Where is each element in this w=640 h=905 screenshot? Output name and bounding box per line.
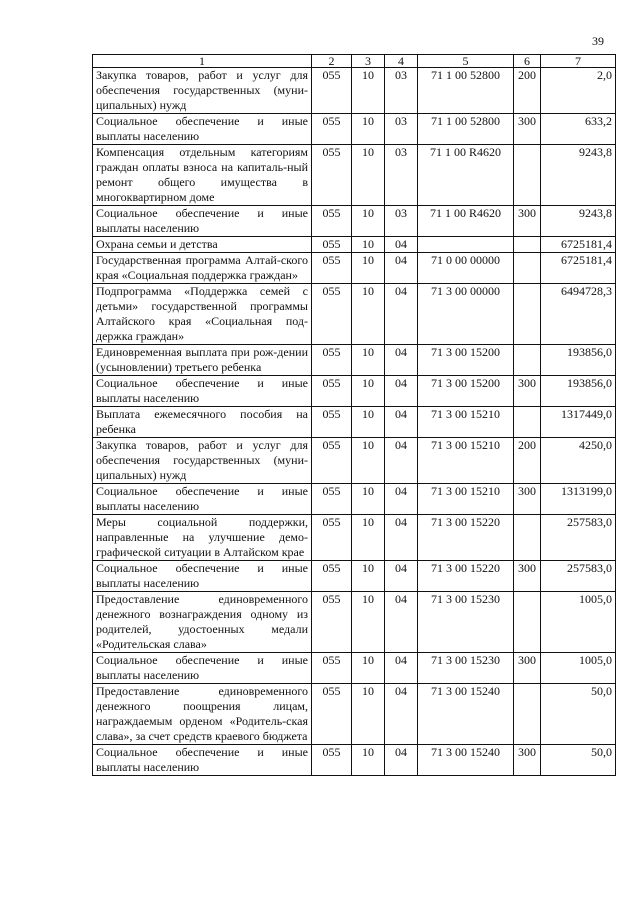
subsection-cell: 04 [385,284,418,345]
subsection-cell: 04 [385,745,418,776]
row-name-cell: Социальное обеспечение и иные выплаты населению [93,114,312,145]
subsection-cell: 04 [385,561,418,592]
row-name-cell: Закупка товаров, работ и услуг для обеспечения государственных (муни-ципальных) нужд [93,438,312,484]
admin-code-cell: 055 [312,653,352,684]
expense-type-cell [514,345,541,376]
section-cell: 10 [352,745,385,776]
expense-type-cell: 300 [514,206,541,237]
target-article-cell: 71 3 00 15220 [418,515,514,561]
subsection-cell: 04 [385,438,418,484]
target-article-cell: 71 0 00 00000 [418,253,514,284]
amount-cell: 1005,0 [541,592,616,653]
target-article-cell [418,237,514,253]
expense-type-cell [514,145,541,206]
section-cell: 10 [352,253,385,284]
admin-code-cell: 055 [312,145,352,206]
expense-type-cell: 300 [514,376,541,407]
target-article-cell: 71 1 00 52800 [418,68,514,114]
table-row [93,438,616,484]
expense-type-cell [514,515,541,561]
expense-type-cell: 300 [514,561,541,592]
subsection-cell: 03 [385,145,418,206]
target-article-cell: 71 1 00 R4620 [418,206,514,237]
section-cell: 10 [352,561,385,592]
table-row [93,284,616,345]
row-name-cell: Социальное обеспечение и иные выплаты населению [93,376,312,407]
admin-code-cell: 055 [312,407,352,438]
subsection-cell: 03 [385,114,418,145]
section-cell: 10 [352,68,385,114]
amount-cell: 50,0 [541,745,616,776]
expense-type-cell [514,592,541,653]
admin-code-cell: 055 [312,592,352,653]
target-article-cell: 71 3 00 15240 [418,684,514,745]
section-cell: 10 [352,592,385,653]
subsection-cell: 04 [385,376,418,407]
subsection-cell: 04 [385,515,418,561]
amount-cell: 257583,0 [541,561,616,592]
table-row [93,592,616,653]
admin-code-cell: 055 [312,376,352,407]
row-name-cell: Подпрограмма «Поддержка семей с детьми» государственной программы Алтайского края «Социальная под-держка граждан» [93,284,312,345]
row-name-cell: Предоставление единовременного денежного поощрения лицам, награждаемым орденом «Родитель-ская слава», за счет средств краевого бюджета [93,684,312,745]
amount-cell: 2,0 [541,68,616,114]
table-row [93,345,616,376]
admin-code-cell: 055 [312,237,352,253]
row-name-cell: Государственная программа Алтай-ского края «Социальная поддержка граждан» [93,253,312,284]
column-header: 4 [385,55,418,68]
table-row [93,515,616,561]
table-row [93,68,616,114]
amount-cell: 6725181,4 [541,237,616,253]
target-article-cell: 71 3 00 15240 [418,745,514,776]
table-row [93,745,616,776]
row-name-cell: Социальное обеспечение и иные выплаты населению [93,561,312,592]
subsection-cell: 04 [385,653,418,684]
row-name-cell: Социальное обеспечение и иные выплаты населению [93,745,312,776]
target-article-cell: 71 3 00 15200 [418,345,514,376]
subsection-cell: 04 [385,407,418,438]
expense-type-cell: 300 [514,653,541,684]
table-row [93,206,616,237]
target-article-cell: 71 1 00 52800 [418,114,514,145]
table-row [93,376,616,407]
subsection-cell: 03 [385,206,418,237]
expense-type-cell [514,284,541,345]
table-row [93,145,616,206]
row-name-cell: Единовременная выплата при рож-дении (усыновлении) третьего ребенка [93,345,312,376]
table-row [93,253,616,284]
subsection-cell: 04 [385,684,418,745]
amount-cell: 9243,8 [541,145,616,206]
row-name-cell: Охрана семьи и детства [93,237,312,253]
table-row [93,684,616,745]
amount-cell: 257583,0 [541,515,616,561]
target-article-cell: 71 3 00 00000 [418,284,514,345]
expense-type-cell: 300 [514,484,541,515]
section-cell: 10 [352,684,385,745]
amount-cell: 9243,8 [541,206,616,237]
admin-code-cell: 055 [312,253,352,284]
admin-code-cell: 055 [312,114,352,145]
subsection-cell: 03 [385,68,418,114]
column-header: 3 [352,55,385,68]
section-cell: 10 [352,515,385,561]
admin-code-cell: 055 [312,68,352,114]
section-cell: 10 [352,145,385,206]
subsection-cell: 04 [385,237,418,253]
expense-type-cell [514,407,541,438]
section-cell: 10 [352,484,385,515]
row-name-cell: Компенсация отдельным категориям граждан оплаты взноса на капиталь-ный ремонт общего имущества в многоквартирном доме [93,145,312,206]
row-name-cell: Социальное обеспечение и иные выплаты населению [93,653,312,684]
column-header: 6 [514,55,541,68]
table-row [93,407,616,438]
expense-type-cell: 300 [514,114,541,145]
amount-cell: 1317449,0 [541,407,616,438]
subsection-cell: 04 [385,484,418,515]
table-row [93,114,616,145]
table-header-row [93,55,616,68]
table-row [93,484,616,515]
target-article-cell: 71 3 00 15230 [418,653,514,684]
expense-type-cell: 200 [514,438,541,484]
admin-code-cell: 055 [312,206,352,237]
section-cell: 10 [352,284,385,345]
column-header: 7 [541,55,616,68]
expense-type-cell [514,684,541,745]
table-row [93,653,616,684]
amount-cell: 50,0 [541,684,616,745]
expense-type-cell [514,253,541,284]
section-cell: 10 [352,438,385,484]
amount-cell: 6494728,3 [541,284,616,345]
row-name-cell: Выплата ежемесячного пособия на ребенка [93,407,312,438]
table-row [93,237,616,253]
row-name-cell: Социальное обеспечение и иные выплаты населению [93,206,312,237]
subsection-cell: 04 [385,345,418,376]
column-header: 5 [418,55,514,68]
column-header: 1 [93,55,312,68]
admin-code-cell: 055 [312,345,352,376]
target-article-cell: 71 1 00 R4620 [418,145,514,206]
row-name-cell: Социальное обеспечение и иные выплаты населению [93,484,312,515]
budget-table [92,54,616,776]
target-article-cell: 71 3 00 15210 [418,438,514,484]
section-cell: 10 [352,206,385,237]
amount-cell: 4250,0 [541,438,616,484]
table-row [93,561,616,592]
admin-code-cell: 055 [312,284,352,345]
section-cell: 10 [352,376,385,407]
column-header: 2 [312,55,352,68]
amount-cell: 193856,0 [541,376,616,407]
target-article-cell: 71 3 00 15200 [418,376,514,407]
section-cell: 10 [352,114,385,145]
target-article-cell: 71 3 00 15220 [418,561,514,592]
section-cell: 10 [352,653,385,684]
row-name-cell: Предоставление единовременного денежного вознаграждения одному из родителей, удостоенных медали «Родительская слава» [93,592,312,653]
expense-type-cell [514,237,541,253]
expense-type-cell: 300 [514,745,541,776]
subsection-cell: 04 [385,253,418,284]
admin-code-cell: 055 [312,561,352,592]
amount-cell: 1313199,0 [541,484,616,515]
amount-cell: 633,2 [541,114,616,145]
admin-code-cell: 055 [312,515,352,561]
row-name-cell: Меры социальной поддержки, направленные на улучшение демо-графической ситуации в Алтайском крае [93,515,312,561]
section-cell: 10 [352,237,385,253]
admin-code-cell: 055 [312,684,352,745]
expense-type-cell: 200 [514,68,541,114]
admin-code-cell: 055 [312,438,352,484]
amount-cell: 193856,0 [541,345,616,376]
admin-code-cell: 055 [312,745,352,776]
target-article-cell: 71 3 00 15210 [418,407,514,438]
admin-code-cell: 055 [312,484,352,515]
section-cell: 10 [352,345,385,376]
page-number: 39 [592,34,604,48]
target-article-cell: 71 3 00 15230 [418,592,514,653]
section-cell: 10 [352,407,385,438]
subsection-cell: 04 [385,592,418,653]
target-article-cell: 71 3 00 15210 [418,484,514,515]
amount-cell: 6725181,4 [541,253,616,284]
row-name-cell: Закупка товаров, работ и услуг для обеспечения государственных (муни-ципальных) нужд [93,68,312,114]
amount-cell: 1005,0 [541,653,616,684]
